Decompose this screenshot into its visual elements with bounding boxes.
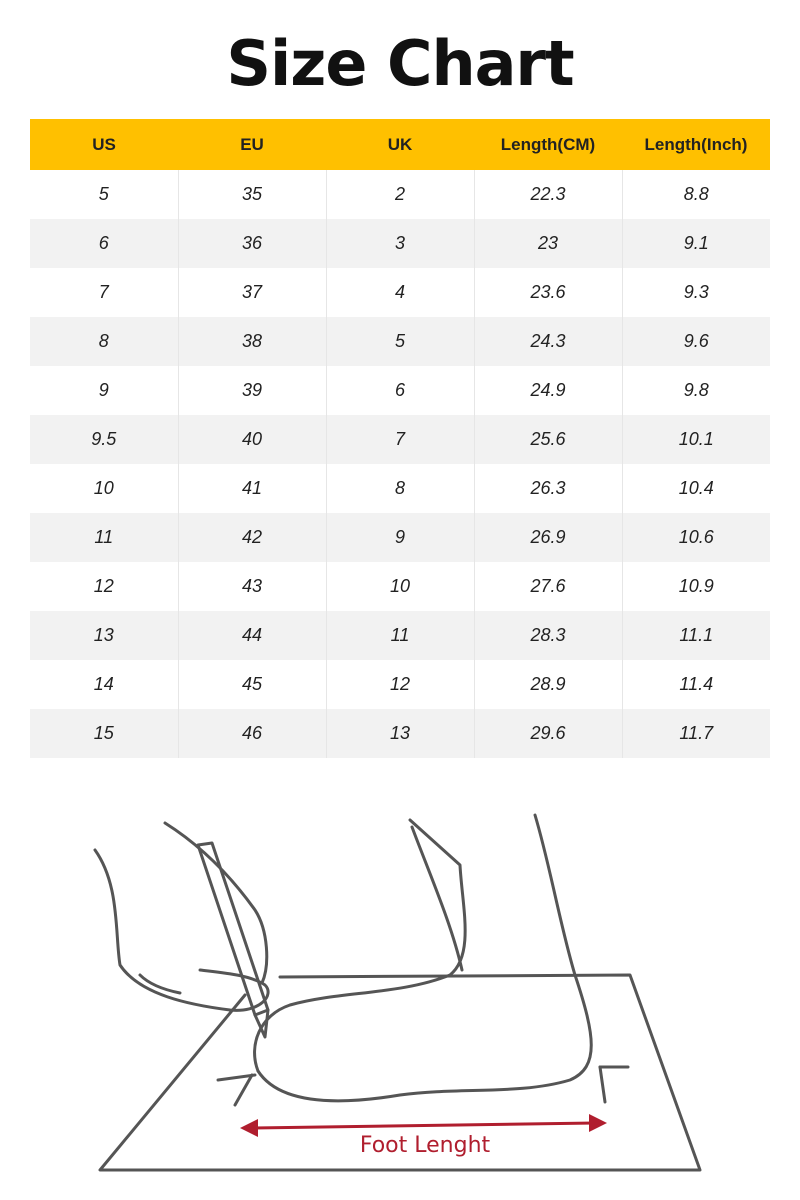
cell-eu: 40 (178, 415, 326, 464)
cell-length-cm: 22.3 (474, 170, 622, 219)
table-row (30, 709, 770, 758)
cell-us: 15 (30, 709, 178, 758)
table-row (30, 660, 770, 709)
cell-length-inch: 9.3 (622, 268, 770, 317)
cell-eu: 37 (178, 268, 326, 317)
cell-length-inch: 11.7 (622, 709, 770, 758)
foot-measurement-illustration (80, 805, 720, 1185)
cell-length-cm: 24.3 (474, 317, 622, 366)
cell-uk: 8 (326, 464, 474, 513)
table-row (30, 268, 770, 317)
cell-us: 13 (30, 611, 178, 660)
cell-length-inch: 10.9 (622, 562, 770, 611)
cell-us: 10 (30, 464, 178, 513)
cell-eu: 45 (178, 660, 326, 709)
cell-eu: 38 (178, 317, 326, 366)
table-row (30, 513, 770, 562)
cell-length-inch: 10.1 (622, 415, 770, 464)
cell-uk: 9 (326, 513, 474, 562)
cell-uk: 4 (326, 268, 474, 317)
cell-uk: 5 (326, 317, 474, 366)
cell-length-cm: 26.9 (474, 513, 622, 562)
cell-length-cm: 27.6 (474, 562, 622, 611)
cell-length-cm: 28.9 (474, 660, 622, 709)
cell-eu: 44 (178, 611, 326, 660)
table-row (30, 415, 770, 464)
header-uk: UK (326, 119, 474, 170)
table-row (30, 366, 770, 415)
cell-length-cm: 25.6 (474, 415, 622, 464)
cell-length-inch: 9.6 (622, 317, 770, 366)
cell-us: 9.5 (30, 415, 178, 464)
cell-length-cm: 28.3 (474, 611, 622, 660)
cell-length-cm: 24.9 (474, 366, 622, 415)
cell-us: 14 (30, 660, 178, 709)
leg-outline (412, 827, 462, 970)
cell-eu: 42 (178, 513, 326, 562)
cell-uk: 13 (326, 709, 474, 758)
cell-length-inch: 11.1 (622, 611, 770, 660)
table-header-row (30, 119, 770, 170)
cell-uk: 2 (326, 170, 474, 219)
cell-uk: 3 (326, 219, 474, 268)
header-length-inch: Length(Inch) (622, 119, 770, 170)
table-row (30, 611, 770, 660)
cell-eu: 46 (178, 709, 326, 758)
table-row (30, 464, 770, 513)
page-title: Size Chart (226, 27, 574, 100)
cell-length-cm: 26.3 (474, 464, 622, 513)
cell-uk: 12 (326, 660, 474, 709)
cell-us: 5 (30, 170, 178, 219)
cell-eu: 39 (178, 366, 326, 415)
cell-eu: 36 (178, 219, 326, 268)
cell-length-cm: 23 (474, 219, 622, 268)
cell-eu: 41 (178, 464, 326, 513)
cell-us: 7 (30, 268, 178, 317)
cell-us: 8 (30, 317, 178, 366)
cell-us: 12 (30, 562, 178, 611)
size-table (30, 119, 770, 758)
header-length-cm: Length(CM) (474, 119, 622, 170)
table-row (30, 219, 770, 268)
table-row (30, 562, 770, 611)
table-row (30, 317, 770, 366)
cell-length-inch: 8.8 (622, 170, 770, 219)
cell-uk: 6 (326, 366, 474, 415)
header-eu: EU (178, 119, 326, 170)
cell-us: 11 (30, 513, 178, 562)
cell-length-inch: 10.6 (622, 513, 770, 562)
foot-outline (255, 820, 466, 1071)
cell-uk: 11 (326, 611, 474, 660)
cell-length-inch: 11.4 (622, 660, 770, 709)
cell-uk: 7 (326, 415, 474, 464)
table-body (30, 170, 770, 758)
cell-uk: 10 (326, 562, 474, 611)
foot-length-label: Foot Lenght (359, 1133, 491, 1158)
pencil-outline (198, 843, 268, 1015)
cell-length-cm: 29.6 (474, 709, 622, 758)
cell-length-inch: 9.8 (622, 366, 770, 415)
cell-length-inch: 10.4 (622, 464, 770, 513)
cell-eu: 35 (178, 170, 326, 219)
cell-length-inch: 9.1 (622, 219, 770, 268)
header-us: US (30, 119, 178, 170)
cell-us: 6 (30, 219, 178, 268)
cell-eu: 43 (178, 562, 326, 611)
cell-us: 9 (30, 366, 178, 415)
cell-length-cm: 23.6 (474, 268, 622, 317)
table-row (30, 170, 770, 219)
